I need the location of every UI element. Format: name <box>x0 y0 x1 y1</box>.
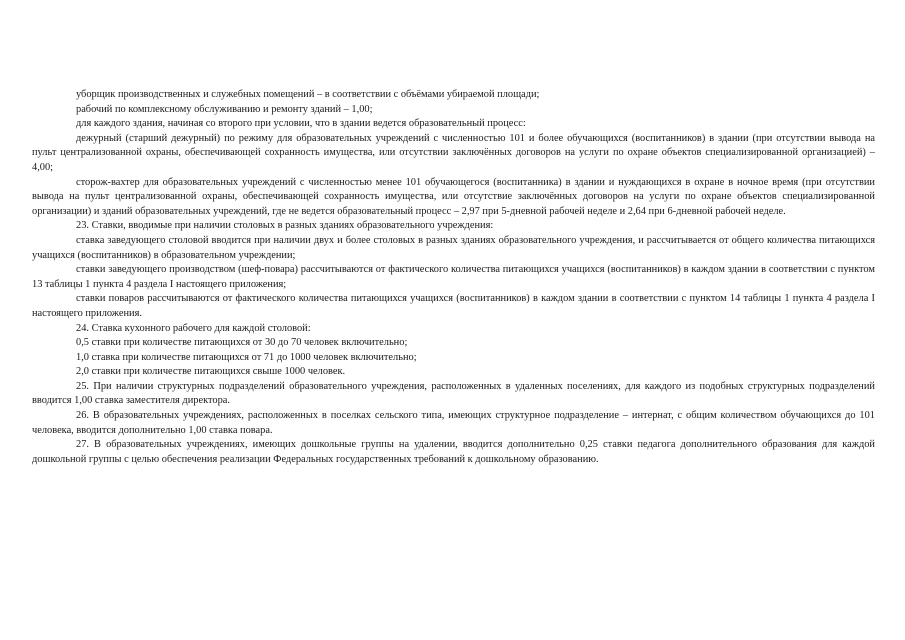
paragraph-canteen-head: ставка заведующего столовой вводится при наличии двух и более столовых в разных зданиях образовательного учреждения, и рассчитывается от общего количества питающихся учащихся (воспитанников) в образовательном учреждении; <box>32 234 875 261</box>
paragraph-each-building: для каждого здания, начиная со второго при условии, что в здании ведется образовательный процесс: <box>76 118 526 130</box>
paragraph-cleaner: уборщик производственных и служебных помещений – в соответствии с объёмами убираемой площади; <box>76 89 540 100</box>
paragraph-chef: ставки заведующего производством (шеф-повара) рассчитываются от фактического количества питающихся учащихся (воспитанников) в каждом здании в соответствии с пунктом 13 таблицы 1 пункта 4 раздела I настоящего приложения; <box>32 264 875 290</box>
paragraph-cooks: ставки поваров рассчитываются от фактического количества питающихся учащихся (воспитанников) в каждом здании в соответствии с пунктом 14 таблицы 1 пункта 4 раздела I настоящего приложения. <box>32 293 875 319</box>
paragraph-section-27: 27. В образовательных учреждениях, имеющих дошкольные группы на удалении, вводится дополнительно 0,25 ставки педагога дополнительного образования для каждой дошкольной группы с целью обеспечения реализации Федеральных государственных требований к дошкольному образованию. <box>32 439 875 465</box>
document-page <box>32 88 875 467</box>
paragraph-duty-officer: дежурный (старший дежурный) по режиму для образовательных учреждений с численностью 101 и более обучающихся (воспитанников) в здании (при отсутствии вывода на пульт централизованной охраны, обеспечивающей сохранность имущества, или отсутствии заключённых договоров на услуги по охране объектов специализированной организацией) – 4,00; <box>32 132 875 173</box>
paragraph-rate-2-0: 2,0 ставки при количестве питающихся свыше 1000 человек. <box>76 366 346 378</box>
paragraph-maintenance-worker: рабочий по комплексному обслуживанию и ремонту зданий – 1,00; <box>76 103 373 115</box>
paragraph-rate-0-5: 0,5 ставки при количестве питающихся от 30 до 70 человек включительно; <box>76 337 408 349</box>
paragraph-section-26: 26. В образовательных учреждениях, расположенных в поселках сельского типа, имеющих структурное подразделение – интернат, с общим количеством обучающихся до 101 человека, вводится дополнительно 1,00 ставка повара. <box>32 410 875 436</box>
paragraph-watchman: сторож-вахтер для образовательных учреждений с численностью менее 101 обучающегося (воспитанника) в здании и нуждающихся в охране в ночное время (при отсутствии вывода на пульт централизованной охраны, обеспечивающей сохранность имущества, или отсутствие заключённых договоров на услуги по охране объектов специализированной организации) и зданий образовательных учреждений, где не ведется образовательный процесс – 2,97 при 5-дневной рабочей неделе и 2,64 при 6-дневной рабочей неделе. <box>32 176 875 217</box>
paragraph-rate-1-0: 1,0 ставка при количестве питающихся от 71 до 1000 человек включительно; <box>76 351 417 363</box>
paragraph-section-23: 23. Ставки, вводимые при наличии столовых в разных зданиях образовательного учреждения: <box>76 220 494 232</box>
paragraph-section-25: 25. При наличии структурных подразделений образовательного учреждения, расположенных в удаленных поселениях, для каждого из подобных структурных подразделений вводится 1,00 ставка заместителя директора. <box>32 380 875 407</box>
paragraph-section-24: 24. Ставка кухонного рабочего для каждой столовой: <box>76 322 311 334</box>
